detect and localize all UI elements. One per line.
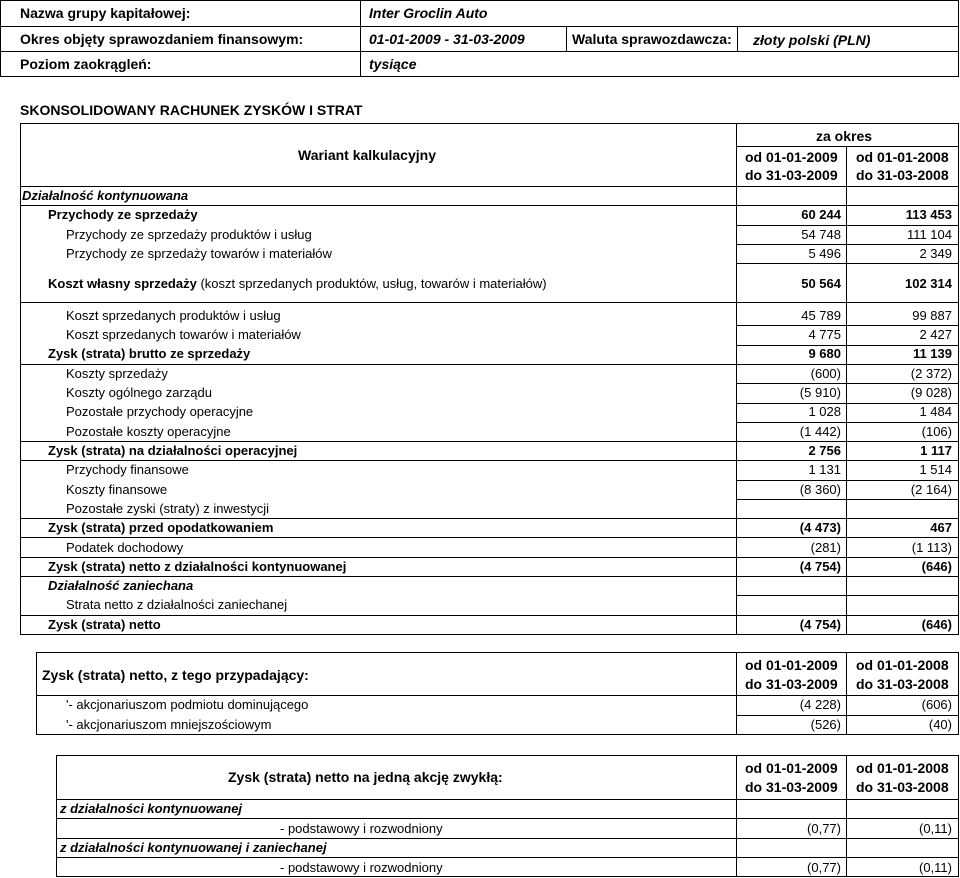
row-label: - podstawowy i rozwodniony — [280, 821, 443, 836]
col1-to: do 31-03-2009 — [745, 779, 838, 795]
value-2009: 5 496 — [808, 246, 841, 261]
rounding-value: tysiące — [369, 56, 417, 72]
row-label: Koszt sprzedanych produktów i usług — [66, 308, 281, 323]
row-label-extra: (koszt sprzedanych produktów, usług, towarów i materiałów) — [196, 276, 547, 291]
row-label: Strata netto z działalności zaniechanej — [66, 597, 288, 612]
value-2008: (106) — [921, 424, 952, 439]
value-2009: (5 910) — [799, 385, 841, 400]
row-label: - podstawowy i rozwodniony — [280, 860, 443, 875]
row-label: Zysk (strata) brutto ze sprzedaży — [48, 346, 251, 361]
period-label: Okres objęty sprawozdaniem finansowym: — [20, 31, 304, 47]
row-label: Przychody ze sprzedaży — [48, 207, 198, 222]
rounding-label: Poziom zaokrągleń: — [20, 56, 152, 72]
value-2008: 102 314 — [905, 276, 952, 291]
group-value: Inter Groclin Auto — [369, 5, 488, 21]
value-2009: 1 131 — [808, 462, 841, 477]
value-2009: (4 754) — [799, 559, 841, 574]
value-2008: (646) — [921, 559, 952, 574]
attrib-title: Zysk (strata) netto, z tego przypadający: — [42, 667, 309, 683]
row-label: Pozostałe koszty operacyjne — [66, 424, 231, 439]
value-2008: (646) — [921, 617, 952, 632]
col1-to: do 31-03-2009 — [745, 676, 838, 692]
row-label: Koszty finansowe — [66, 482, 168, 497]
col2-from: od 01-01-2008 — [856, 760, 949, 776]
value-2008: 99 887 — [912, 308, 952, 323]
row-label — [48, 277, 547, 290]
col1-from: od 01-01-2009 — [745, 760, 838, 776]
period-header: za okres — [816, 128, 873, 144]
col2-from: od 01-01-2008 — [856, 657, 949, 673]
value-2009: 4 775 — [808, 327, 841, 342]
value-2009: (1 442) — [799, 424, 841, 439]
section-discontinued: Działalność zaniechana — [48, 578, 194, 593]
value-2008: (1 113) — [911, 540, 952, 555]
section-continuing: Działalność kontynuowana — [22, 188, 189, 203]
variant-label: Wariant kalkulacyjny — [298, 147, 436, 163]
value-2009: 1 028 — [808, 404, 841, 419]
col1-to: do 31-03-2009 — [745, 167, 838, 183]
col2-to: do 31-03-2008 — [856, 676, 949, 692]
row-label-main: Koszt własny sprzedaży — [48, 276, 197, 291]
value-2008: 2 349 — [919, 246, 952, 261]
value-2008: (2 164) — [910, 482, 952, 497]
col1-from: od 01-01-2009 — [745, 149, 838, 165]
value-2008: 113 453 — [905, 207, 952, 222]
value-2009: (8 360) — [799, 482, 841, 497]
value-2009: (4 754) — [799, 617, 841, 632]
row-label: Przychody finansowe — [66, 462, 189, 477]
col2-to: do 31-03-2008 — [856, 167, 949, 183]
value-2009: 9 680 — [808, 346, 841, 361]
row-label: Koszty sprzedaży — [66, 366, 168, 381]
row-label: Koszty ogólnego zarządu — [66, 385, 212, 400]
eps-section-total: z działalności kontynuowanej i zaniechanej — [60, 840, 327, 855]
value-2009: 50 564 — [801, 276, 841, 291]
row-label: Zysk (strata) netto — [48, 617, 161, 632]
value-2008: (2 372) — [910, 366, 952, 381]
currency-value: złoty polski (PLN) — [753, 32, 871, 48]
value-2008: (9 028) — [910, 385, 952, 400]
value-2008: (40) — [928, 717, 952, 732]
value-2009: (281) — [810, 540, 841, 555]
value-2008: 1 514 — [919, 462, 952, 477]
value-2009: (600) — [810, 366, 841, 381]
col1-from: od 01-01-2009 — [745, 657, 838, 673]
value-2009: 54 748 — [801, 227, 841, 242]
row-label: Przychody ze sprzedaży produktów i usług — [66, 227, 312, 242]
row-label: Koszt sprzedanych towarów i materiałów — [66, 327, 301, 342]
value-2008: 1 117 — [920, 443, 952, 458]
value-2008: 111 104 — [906, 227, 952, 242]
eps-section-continuing: z działalności kontynuowanej — [60, 801, 243, 816]
value-2008: 2 427 — [919, 327, 952, 342]
row-label: Pozostałe zyski (straty) z inwestycji — [66, 501, 269, 516]
value-2008: 467 — [930, 520, 952, 535]
group-label: Nazwa grupy kapitałowej: — [20, 5, 191, 21]
row-label: Podatek dochodowy — [66, 540, 184, 555]
value-2009: (4 473) — [799, 520, 841, 535]
row-label: Zysk (strata) netto z działalności kontynuowanej — [48, 559, 347, 574]
statement-title: SKONSOLIDOWANY RACHUNEK ZYSKÓW I STRAT — [20, 102, 363, 118]
row-label: Pozostałe przychody operacyjne — [66, 404, 254, 419]
value-2008: (0,11) — [919, 860, 952, 875]
value-2009: (526) — [810, 717, 841, 732]
value-2008: (606) — [921, 697, 952, 712]
value-2009: (4 228) — [799, 697, 841, 712]
row-label: Zysk (strata) przed opodatkowaniem — [48, 520, 274, 535]
eps-title: Zysk (strata) netto na jedną akcję zwykłą: — [228, 769, 503, 785]
value-2009: 2 756 — [808, 443, 841, 458]
value-2009: 60 244 — [801, 207, 841, 222]
row-label: Zysk (strata) na działalności operacyjnej — [48, 443, 298, 458]
period-value: 01-01-2009 - 31-03-2009 — [369, 31, 525, 47]
row-label: '- akcjonariuszom mniejszościowym — [66, 717, 272, 732]
value-2008: 1 484 — [919, 404, 952, 419]
value-2009: (0,77) — [807, 821, 841, 836]
value-2008: (0,11) — [919, 821, 952, 836]
value-2009: (0,77) — [807, 860, 841, 875]
row-label: '- akcjonariuszom podmiotu dominującego — [66, 697, 309, 712]
row-label: Przychody ze sprzedaży towarów i materiałów — [66, 246, 332, 261]
value-2008: 11 139 — [912, 346, 952, 361]
value-2009: 45 789 — [801, 308, 841, 323]
col2-to: do 31-03-2008 — [856, 779, 949, 795]
currency-label: Waluta sprawozdawcza: — [572, 31, 732, 47]
col2-from: od 01-01-2008 — [856, 149, 949, 165]
